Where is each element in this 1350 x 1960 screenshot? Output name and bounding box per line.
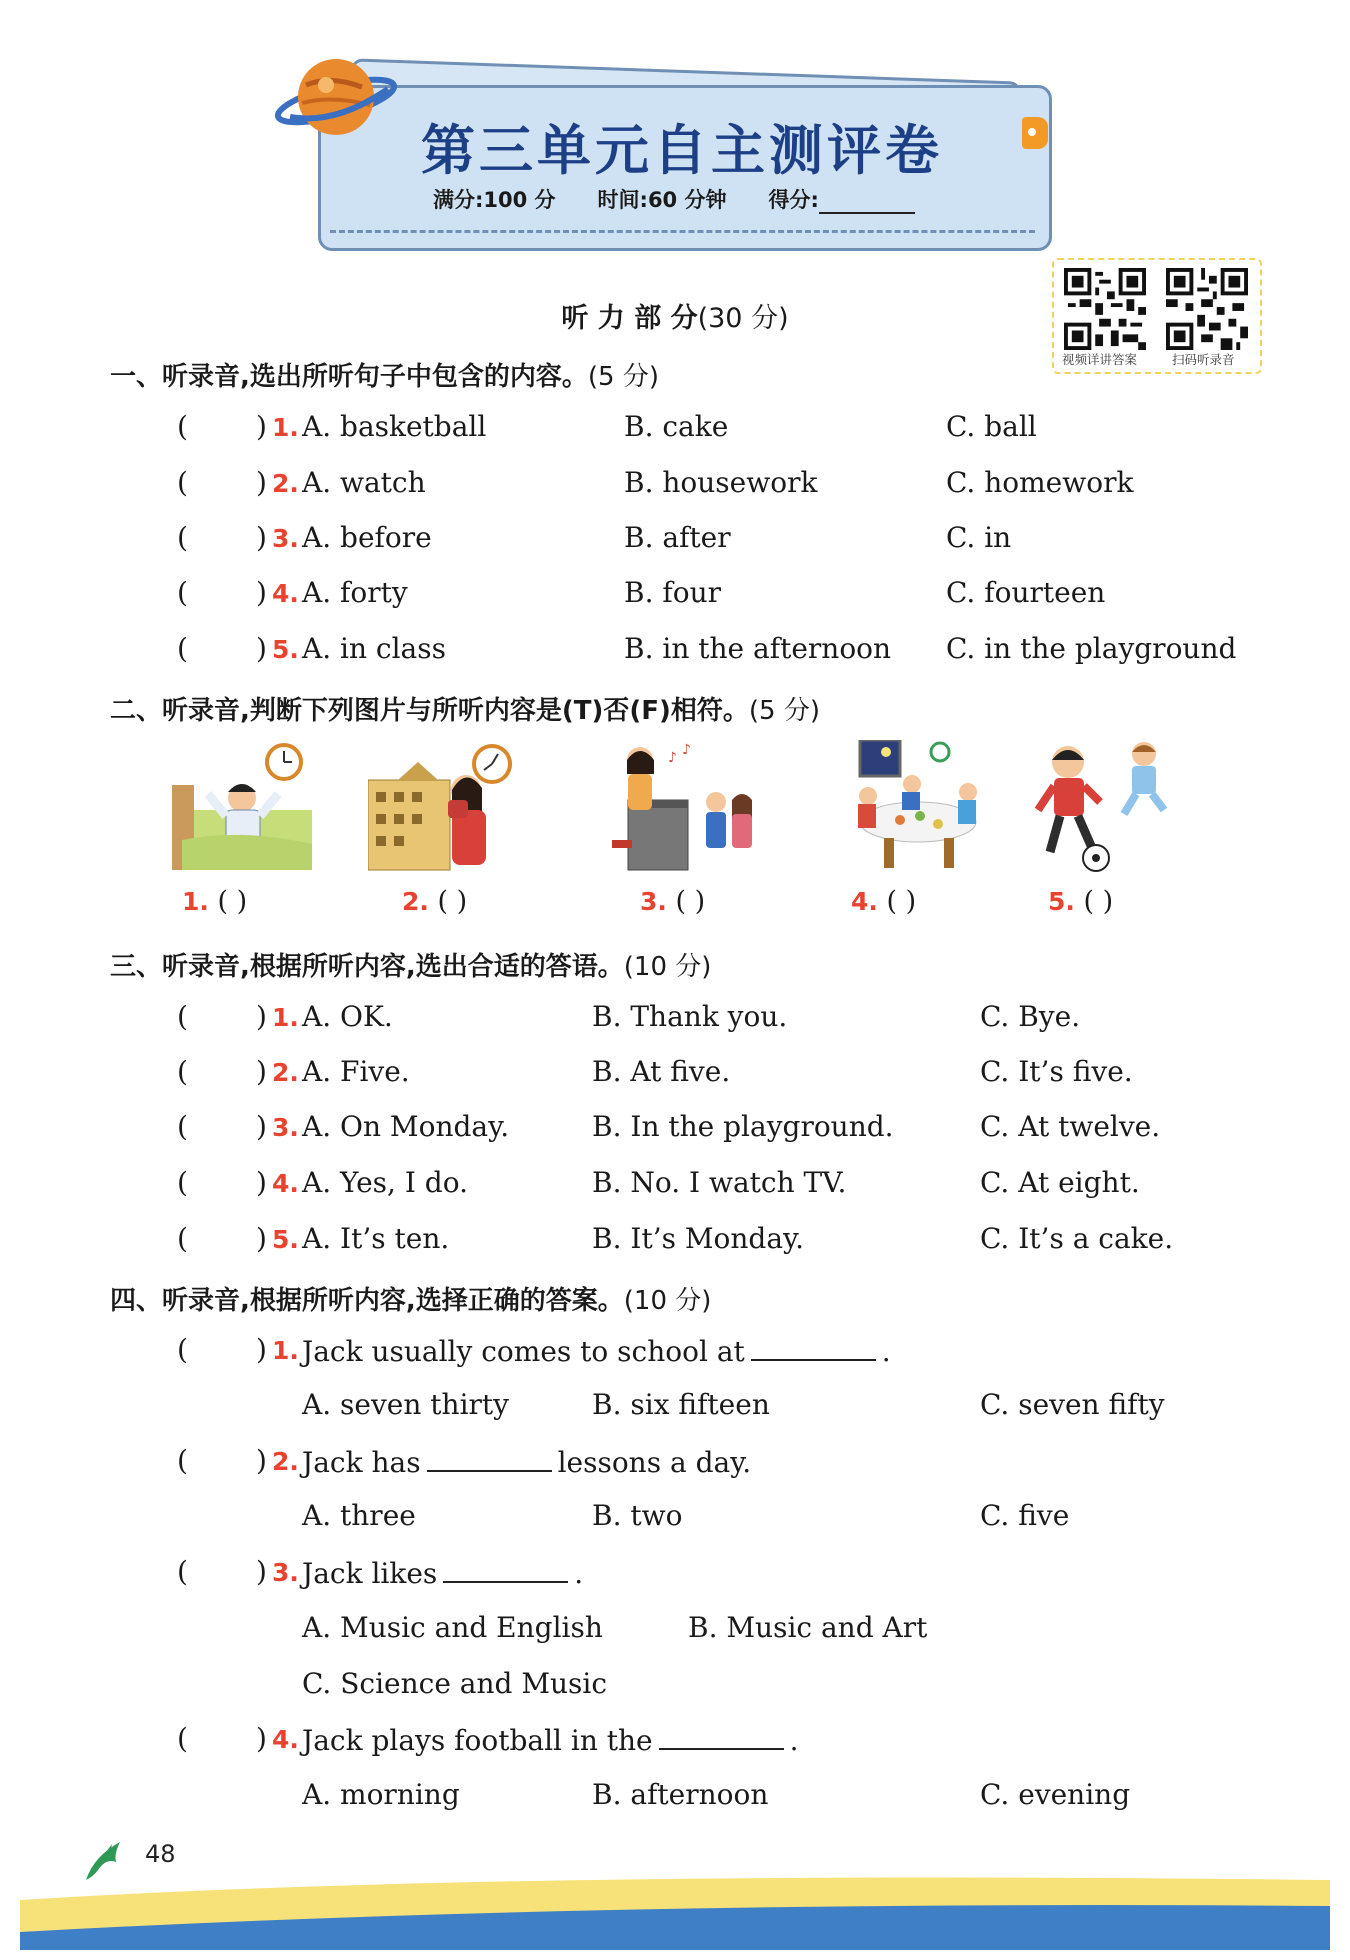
question-stem <box>302 1444 751 1479</box>
page-title: 第三单元自主测评卷 <box>421 119 943 182</box>
part-title-points: (30 分) <box>697 303 789 334</box>
answer-paren-open[interactable]: ( <box>177 521 188 554</box>
picture-number: 4. <box>851 887 878 916</box>
option-a: A. seven thirty <box>302 1388 509 1421</box>
option-c: C. Bye. <box>980 1000 1081 1033</box>
question-row <box>0 1000 1350 1040</box>
picture-number: 5. <box>1048 887 1075 916</box>
option-b: B. At five. <box>592 1055 731 1088</box>
answer-paren-open[interactable]: ( <box>177 410 188 443</box>
question-number: 4. <box>272 579 299 608</box>
answer-paren-open[interactable]: ( <box>177 466 188 499</box>
question-number: 2. <box>272 469 299 498</box>
section-2-heading: 二、听录音,判断下列图片与所听内容是(T)否(F)相符。 <box>110 696 749 726</box>
option-c: C. It’s five. <box>980 1055 1133 1088</box>
option-c: C. seven fifty <box>980 1388 1165 1421</box>
qr-caption-audio: 扫码听录音 <box>1172 352 1235 367</box>
question-row <box>0 1222 1350 1262</box>
option-a: A. Yes, I do. <box>302 1166 468 1199</box>
question-number: 5. <box>272 1225 299 1254</box>
option-a: A. in class <box>302 632 446 665</box>
question-row <box>0 576 1350 616</box>
question-number: 3. <box>272 1558 299 1587</box>
option-a: A. watch <box>302 466 426 499</box>
section-2-points: (5 分) <box>748 696 821 726</box>
answer-paren-open[interactable]: ( <box>177 1110 188 1143</box>
part-title-label: 听 力 部 分 <box>561 303 698 334</box>
answer-paren-close: ) <box>256 632 267 665</box>
picture-3-answer[interactable] <box>640 886 705 917</box>
option-a: A. morning <box>302 1778 460 1811</box>
option-c: C. homework <box>946 466 1134 499</box>
option-b: B. In the playground. <box>592 1110 894 1143</box>
section-3-title <box>110 946 711 983</box>
option-b: B. two <box>592 1499 683 1532</box>
options-row <box>0 1667 1350 1707</box>
question-number: 3. <box>272 524 299 553</box>
answer-paren-close: ) <box>256 576 267 609</box>
option-c: C. ball <box>946 410 1037 443</box>
picture-number: 1. <box>182 887 209 916</box>
answer-paren[interactable]: ( ) <box>217 886 248 917</box>
section-4-heading: 四、听录音,根据所听内容,选择正确的答案。 <box>110 1286 624 1316</box>
option-a: A. Five. <box>302 1055 410 1088</box>
picture-1-answer[interactable] <box>182 886 247 917</box>
picture-4-answer[interactable] <box>851 886 916 917</box>
svg-text:♪: ♪ <box>682 742 691 758</box>
answer-paren-close: ) <box>256 1555 267 1588</box>
picture-waking-up <box>172 740 322 880</box>
svg-text:♪: ♪ <box>668 750 677 766</box>
question-row <box>0 1166 1350 1206</box>
option-a: A. It’s ten. <box>302 1222 450 1255</box>
stem-text: Jack usually comes to school at <box>302 1335 745 1368</box>
section-1-title <box>110 356 659 393</box>
question-number: 1. <box>272 1003 299 1032</box>
option-b: B. four <box>624 576 722 609</box>
answer-paren-close: ) <box>256 1333 267 1366</box>
footer-wave <box>0 1840 1350 1960</box>
question-row <box>0 466 1350 506</box>
banner-dashed-divider <box>330 230 1035 233</box>
option-b: B. housework <box>624 466 818 499</box>
answer-paren-open[interactable]: ( <box>177 1333 188 1366</box>
options-row <box>0 1499 1350 1539</box>
dolphin-icon <box>80 1836 130 1886</box>
question-number: 2. <box>272 1058 299 1087</box>
picture-football <box>1020 740 1170 880</box>
score-label: 得分: <box>768 188 819 212</box>
question-stem <box>302 1333 891 1368</box>
option-a: A. forty <box>302 576 408 609</box>
answer-paren-open[interactable]: ( <box>177 1166 188 1199</box>
answer-paren-open[interactable]: ( <box>177 1444 188 1477</box>
option-b: B. six fifteen <box>592 1388 770 1421</box>
question-number: 5. <box>272 635 299 664</box>
option-b: B. It’s Monday. <box>592 1222 805 1255</box>
answer-paren-close: ) <box>256 521 267 554</box>
option-b: B. cake <box>624 410 729 443</box>
stem-end: . <box>574 1557 584 1590</box>
option-b: B. Music and Art <box>688 1611 928 1644</box>
question-row <box>0 410 1350 450</box>
question-row <box>0 521 1350 561</box>
answer-paren-close: ) <box>256 1722 267 1755</box>
answer-paren-close: ) <box>256 1055 267 1088</box>
option-c: C. five <box>980 1499 1070 1532</box>
answer-paren[interactable]: ( ) <box>1083 886 1114 917</box>
question-number: 1. <box>272 1336 299 1365</box>
answer-paren-open[interactable]: ( <box>177 1222 188 1255</box>
answer-paren-open[interactable]: ( <box>177 576 188 609</box>
score-blank[interactable] <box>819 194 915 214</box>
option-b: B. No. I watch TV. <box>592 1166 847 1199</box>
test-info <box>433 184 957 214</box>
option-c: C. At eight. <box>980 1166 1140 1199</box>
part-title <box>0 296 1350 335</box>
qr-caption-video: 视频详讲答案 <box>1062 352 1138 367</box>
fill-blank[interactable] <box>659 1722 784 1750</box>
section-1-heading: 一、听录音,选出所听句子中包含的内容。 <box>110 362 588 392</box>
stem-text: Jack has <box>302 1446 421 1479</box>
option-a: A. OK. <box>302 1000 393 1033</box>
question-row <box>0 1722 1350 1762</box>
option-b: B. in the afternoon <box>624 632 892 665</box>
picture-school <box>368 740 518 880</box>
answer-paren-open[interactable]: ( <box>177 1055 188 1088</box>
option-a: A. before <box>302 521 432 554</box>
question-row <box>0 1110 1350 1150</box>
section-1-points: (5 分) <box>587 362 659 392</box>
question-number: 4. <box>272 1169 299 1198</box>
section-3-points: (10 分) <box>623 952 712 982</box>
answer-paren[interactable]: ( ) <box>675 886 706 917</box>
option-c: C. fourteen <box>946 576 1106 609</box>
answer-paren-open[interactable]: ( <box>177 1555 188 1588</box>
answer-paren-close: ) <box>256 1166 267 1199</box>
answer-paren-open[interactable]: ( <box>177 1722 188 1755</box>
answer-paren-close: ) <box>256 1110 267 1143</box>
answer-paren-close: ) <box>256 1444 267 1477</box>
picture-number: 2. <box>402 887 429 916</box>
picture-piano <box>608 740 758 880</box>
question-row <box>0 1555 1350 1595</box>
picture-number: 3. <box>640 887 667 916</box>
fill-blank[interactable] <box>751 1333 876 1361</box>
picture-dinner <box>850 740 1000 880</box>
stem-end: . <box>789 1724 799 1757</box>
options-row <box>0 1388 1350 1428</box>
question-number: 4. <box>272 1725 299 1754</box>
time-limit: 时间:60 分钟 <box>597 188 727 212</box>
question-row <box>0 1055 1350 1095</box>
option-a: A. three <box>302 1499 416 1532</box>
section-4-title <box>110 1280 711 1317</box>
question-row <box>0 1333 1350 1373</box>
section-4-points: (10 分) <box>623 1286 712 1316</box>
answer-paren-close: ) <box>256 466 267 499</box>
stem-text: Jack plays football in the <box>302 1724 653 1757</box>
stem-end: lessons a day. <box>557 1446 752 1479</box>
answer-paren[interactable]: ( ) <box>886 886 917 917</box>
question-row <box>0 632 1350 672</box>
question-stem <box>302 1722 799 1757</box>
picture-5-answer[interactable] <box>1048 886 1113 917</box>
answer-paren-close: ) <box>256 410 267 443</box>
answer-paren-close: ) <box>256 1000 267 1033</box>
option-c: C. Science and Music <box>302 1667 608 1700</box>
picture-2-answer[interactable] <box>402 886 467 917</box>
answer-paren[interactable]: ( ) <box>437 886 468 917</box>
option-a: A. basketball <box>302 410 487 443</box>
stem-end: . <box>881 1335 891 1368</box>
stem-text: Jack likes <box>302 1557 438 1590</box>
question-number: 2. <box>272 1447 299 1476</box>
option-a: A. Music and English <box>302 1611 603 1644</box>
option-c: C. in <box>946 521 1012 554</box>
option-c: C. It’s a cake. <box>980 1222 1174 1255</box>
options-row <box>0 1611 1350 1651</box>
full-score: 满分:100 分 <box>433 188 556 212</box>
option-c: C. evening <box>980 1778 1131 1811</box>
option-c: C. At twelve. <box>980 1110 1161 1143</box>
option-a: A. On Monday. <box>302 1110 510 1143</box>
option-b: B. Thank you. <box>592 1000 788 1033</box>
question-row <box>0 1444 1350 1484</box>
section-3-heading: 三、听录音,根据所听内容,选出合适的答语。 <box>110 952 624 982</box>
option-b: B. after <box>624 521 731 554</box>
options-row <box>0 1778 1350 1818</box>
fill-blank[interactable] <box>443 1555 568 1583</box>
question-number: 1. <box>272 413 299 442</box>
section-2-title <box>110 690 820 727</box>
answer-paren-open[interactable]: ( <box>177 632 188 665</box>
option-b: B. afternoon <box>592 1778 769 1811</box>
page-number: 48 <box>145 1840 176 1868</box>
answer-paren-open[interactable]: ( <box>177 1000 188 1033</box>
fill-blank[interactable] <box>427 1444 552 1472</box>
answer-paren-close: ) <box>256 1222 267 1255</box>
option-c: C. in the playground <box>946 632 1237 665</box>
question-number: 3. <box>272 1113 299 1142</box>
question-stem <box>302 1555 583 1590</box>
